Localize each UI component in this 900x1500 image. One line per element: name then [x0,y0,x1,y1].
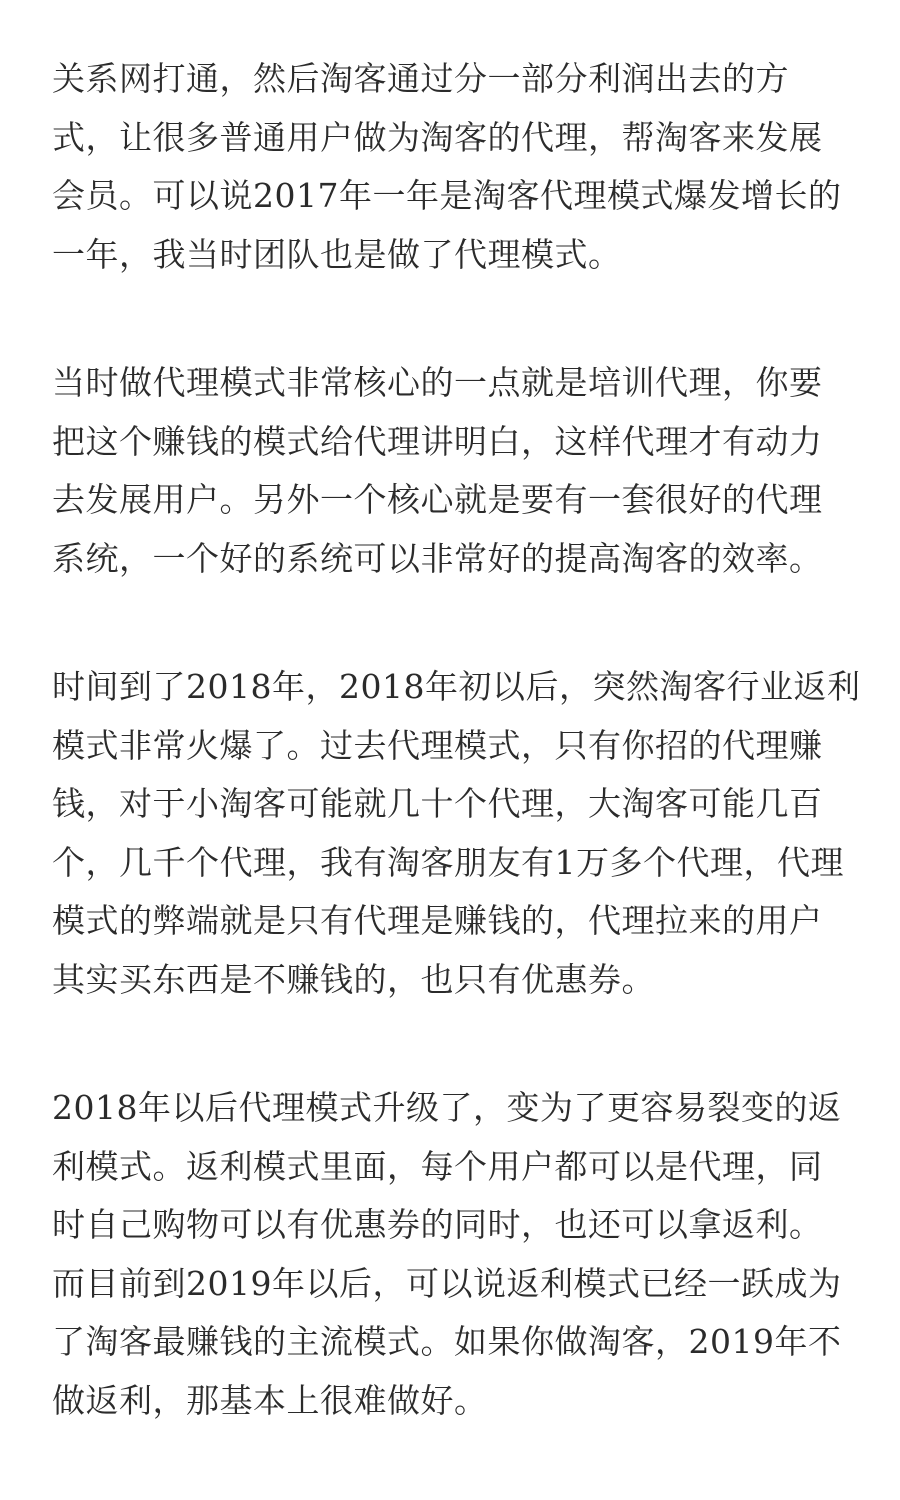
text-line: 去发展用户。另外一个核心就是要有一套很好的代理 [52,480,823,519]
paragraph-2 [52,354,852,588]
paragraph-spacer [52,284,852,354]
text-line: 2018年以后代理模式升级了，变为了更容易裂变的返 [52,1088,842,1127]
text-line: 利模式。返利模式里面，每个用户都可以是代理，同 [52,1146,823,1186]
text-line: 模式的弊端就是只有代理是赚钱的，代理拉来的用户 [52,901,823,940]
text-line: 当时做代理模式非常核心的一点就是培训代理，你要 [52,363,823,402]
paragraph-1 [52,50,852,284]
text-line: 式，让很多普通用户做为淘客的代理，帮淘客来发展 [52,117,823,157]
paragraph-spacer [52,1009,852,1079]
paragraph-spacer [52,588,852,658]
text-line: 把这个赚钱的模式给代理讲明白，这样代理才有动力 [52,421,823,461]
paragraph-3 [52,658,861,1009]
text-line: 模式非常火爆了。过去代理模式，只有你招的代理赚 [52,725,823,765]
text-line: 做返利，那基本上很难做好。 [52,1380,488,1420]
text-line: 时自己购物可以有优惠券的同时，也还可以拿返利。 [52,1205,823,1244]
text-line: 系统，一个好的系统可以非常好的提高淘客的效率。 [52,538,823,578]
text-line: 而目前到2019年以后，可以说返利模式已经一跃成为 [52,1263,842,1303]
text-line: 时间到了2018年，2018年初以后，突然淘客行业返利 [52,667,861,706]
text-line: 了淘客最赚钱的主流模式。如果你做淘客，2019年不 [52,1322,842,1361]
paragraph-4 [52,1079,852,1430]
article-body [52,50,861,1430]
text-line: 其实买东西是不赚钱的，也只有优惠券。 [52,959,655,999]
text-line: 关系网打通，然后淘客通过分一部分利润出去的方 [52,59,789,98]
text-line: 会员。可以说2017年一年是淘客代理模式爆发增长的 [52,176,842,215]
text-line: 个，几千个代理，我有淘客朋友有1万多个代理，代理 [52,842,844,882]
text-line: 一年，我当时团队也是做了代理模式。 [52,234,622,274]
text-line: 钱，对于小淘客可能就几十个代理，大淘客可能几百 [52,784,823,823]
